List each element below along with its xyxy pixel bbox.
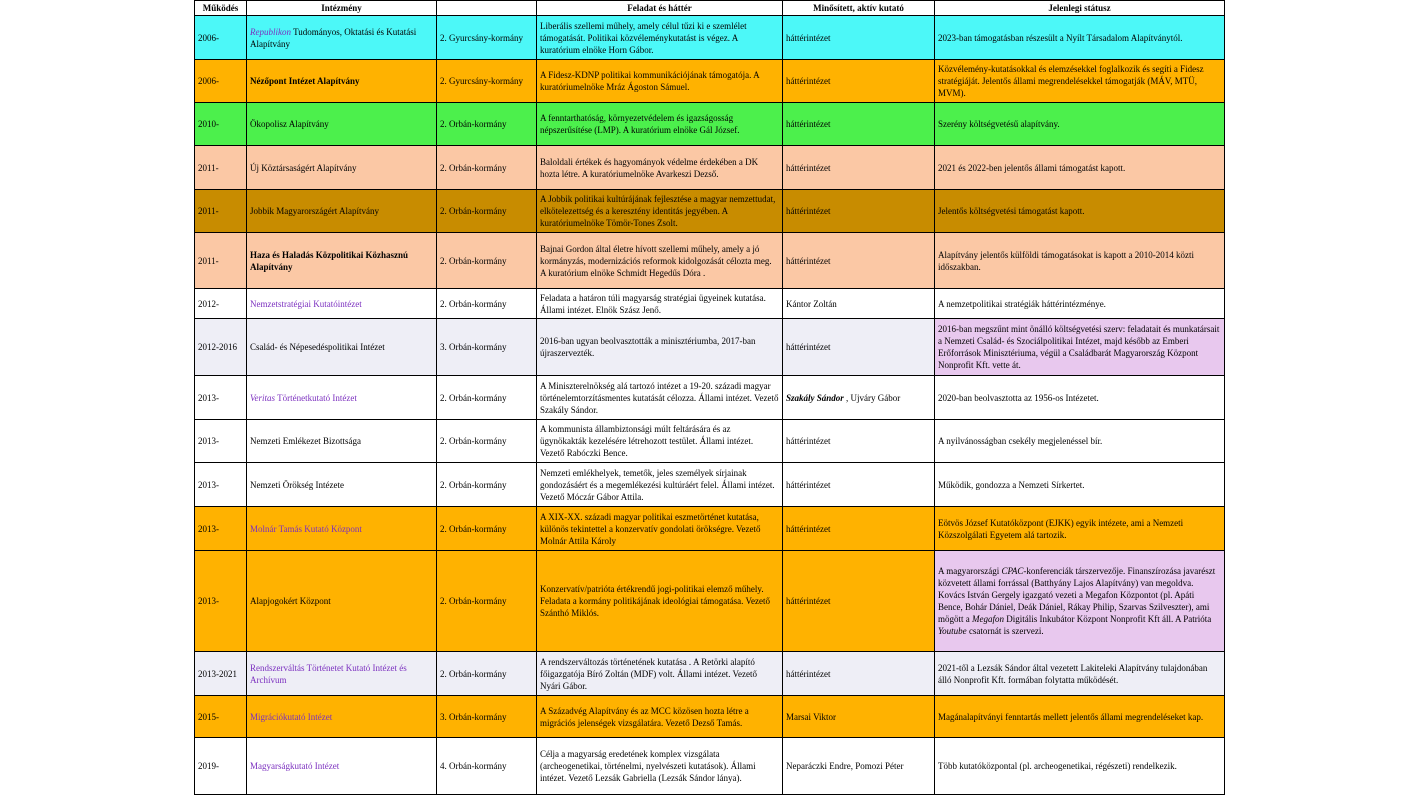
status-text: Közvélemény-kutatásokkal és elemzésekkel foglalkozik és segíti a Fidesz stratégiáját. Jelentős állami megrendelésekkel támogatják (MÁV, MTÜ, MVM). [938, 64, 1204, 98]
table-row [195, 60, 1225, 103]
government-cell: 2. Orbán-kormány [437, 103, 537, 146]
header-researcher: Minősített, aktív kutató [783, 1, 935, 16]
table-row [195, 696, 1225, 738]
header-task: Feladat és háttér [537, 1, 783, 16]
task-text: Bajnai Gordon által életre hívott szellemi műhely, amely a jó kormányzás, modernizációs reformok kidolgozását célozta meg. A kuratórium elnöke Schmidt Hegedűs Dóra . [540, 243, 772, 278]
year-cell: 2013- [195, 507, 247, 551]
task-cell [537, 652, 783, 696]
year-cell: 2010- [195, 103, 247, 146]
government-cell: 2. Orbán-kormány [437, 190, 537, 233]
researcher-cell [783, 376, 935, 420]
task-cell [537, 289, 783, 319]
header-institution: Intézmény [247, 1, 437, 16]
institution-cell: Jobbik Magyarországért Alapítvány [247, 190, 437, 233]
government-cell: 2. Gyurcsány-kormány [437, 60, 537, 103]
task-cell [537, 420, 783, 463]
task-cell [537, 738, 783, 795]
year-cell: 2019- [195, 738, 247, 795]
status-cell: A nemzetpolitikai stratégiák háttérintézménye. [935, 289, 1225, 319]
task-cell [537, 103, 783, 146]
status-cell: 2020-ban beolvasztotta az 1956-os Intézetet. [935, 376, 1225, 420]
task-text: A XIX-XX. századi magyar politikai eszmetörténet kutatása, különös tekintettel a konzervatív gondolati örökségre. Vezető Molnár Attila Károly [540, 511, 761, 546]
institution-name-italic: Republikon [250, 26, 291, 37]
task-text: Baloldali értékek és hagyományok védelme érdekében a DK hozta létre. A kuratóriumelnöke Avarkeszi Dezső. [540, 156, 759, 179]
task-text: 2016-ban ugyan beolvasztották a minisztériumba, 2017-ban újraszervezték. [540, 336, 756, 358]
task-text: A Miniszterelnökség alá tartozó intézet a 19-20. századi magyar történelemtorzításmentes kutatását célozza. Állami intézet. Vezető Szakály Sándor. [540, 380, 779, 415]
status-cell [935, 652, 1225, 696]
institution-cell: Haza és Haladás Közpolitikai Közhasznú Alapítvány [247, 233, 437, 289]
researcher-cell: háttérintézet [783, 420, 935, 463]
year-cell: 2013-2021 [195, 652, 247, 696]
government-cell: 2. Gyurcsány-kormány [437, 16, 537, 60]
institution-cell: Ökopolisz Alapítvány [247, 103, 437, 146]
researcher-cell: háttérintézet [783, 233, 935, 289]
task-text: Liberális szellemi műhely, amely célul tűzi ki e szemlélet támogatását. Politikai közvéleménykutatást is végez. A kuratórium elnöke Horn Gábor. [540, 20, 747, 55]
government-cell: 2. Orbán-kormány [437, 551, 537, 652]
year-cell: 2011- [195, 233, 247, 289]
government-cell: 2. Orbán-kormány [437, 289, 537, 319]
institution-cell: Magyarságkutató Intézet [247, 738, 437, 795]
header-year: Működés [195, 1, 247, 16]
task-text: Feladata a határon túli magyarság stratégiai ügyeinek kutatása. Állami intézet. Elnök Szász Jenő. [540, 292, 766, 315]
task-text: Nemzeti emlékhelyek, temetők, jeles személyek sírjainak gondozásáért és a megemlékezési kultúráért felel. Állami intézet. Vezető Móczár Gábor Attila. [540, 467, 775, 502]
institution-cell: Család- és Népesedéspolitikai Intézet [247, 319, 437, 376]
status-cell: Alapítvány jelentős külföldi támogatásokat is kapott a 2010-2014 közti időszakban. [935, 233, 1225, 289]
table-row [195, 376, 1225, 420]
status-cell: 2023-ban támogatásban részesült a Nyílt Társadalom Alapítványtól. [935, 16, 1225, 60]
government-cell: 4. Orbán-kormány [437, 738, 537, 795]
task-text: A rendszerváltozás történetének kutatása . A Retörki alapító főigazgatója Bíró Zoltán (MDF) volt. Állami intézet. Vezető Nyári Gábor. [540, 656, 758, 691]
table-row [195, 146, 1225, 190]
researcher-cell: Marsai Viktor [783, 696, 935, 738]
researcher-cell: háttérintézet [783, 60, 935, 103]
task-text: A Fidesz-KDNP politikai kommunikációjának támogatója. A kuratóriumelnöke Mráz Ágoston Sámuel. [540, 70, 760, 92]
government-cell: 2. Orbán-kormány [437, 233, 537, 289]
table-row [195, 507, 1225, 551]
status-cell [935, 738, 1225, 795]
year-cell: 2013- [195, 420, 247, 463]
table-row [195, 420, 1225, 463]
government-cell: 2. Orbán-kormány [437, 463, 537, 507]
government-cell: 2. Orbán-kormány [437, 507, 537, 551]
government-cell: 2. Orbán-kormány [437, 376, 537, 420]
government-cell: 2. Orbán-kormány [437, 652, 537, 696]
institution-name: Tudományos, Oktatási és Kutatási Alapítvány [250, 26, 417, 49]
year-cell: 2015- [195, 696, 247, 738]
status-cell [935, 60, 1225, 103]
status-cell: Eötvös József Kutatóközpont (EJKK) egyik intézete, ami a Nemzeti Közszolgálati Egyetem alá tartozik. [935, 507, 1225, 551]
institution-cell: Nemzeti Örökség Intézete [247, 463, 437, 507]
table-row [195, 319, 1225, 376]
table-row [195, 652, 1225, 696]
year-cell: 2011- [195, 146, 247, 190]
institutions-table [194, 0, 1225, 795]
year-cell: 2013- [195, 551, 247, 652]
status-cell: Szerény költségvetésű alapítvány. [935, 103, 1225, 146]
status-text: A magyarországi CPAC-konferenciák társzervezője. Finanszírozása javarészt közvetett állami forrással (Batthyány Lajos Alapítvány) van megoldva. Kovács István Gergely igazgató vezeti a Megafon Központot (pl. Apáti Bence, Bohár Dániel, Deák Dániel, Rákay Philip, Szarvas Szilveszter), ami mögött a Megafon Digitális Inkubátor Központ Nonprofit Kft áll. A Patrióta Youtube csatornát is szervezi. [938, 566, 1216, 636]
researcher-cell: Kántor Zoltán [783, 289, 935, 319]
header-government [437, 1, 537, 16]
table-row [195, 16, 1225, 60]
task-text: Célja a magyarság eredetének komplex vizsgálata (archeogenetikai, történelmi, nyelvészeti kutatások). Állami intézet. Vezető Lezsák Gabriella (Lezsák Sándor lánya). [540, 749, 756, 783]
task-text: Konzervatív/patrióta értékrendű jogi-politikai elemző műhely. Feladata a kormány politikájának ideológiai támogatása. Vezető Szánthó Miklós. [540, 584, 771, 618]
institution-name: Történetkutató Intézet [275, 392, 357, 403]
status-text: Több kutatóközpontal (pl. archeogenetikai, régészeti) rendelkezik. [938, 761, 1177, 771]
researcher-cell: háttérintézet [783, 16, 935, 60]
status-cell: A nyilvánosságban csekély megjelenéssel bír. [935, 420, 1225, 463]
researcher-cell: háttérintézet [783, 551, 935, 652]
researcher-cell: háttérintézet [783, 463, 935, 507]
task-text: A fenntarthatóság, környezetvédelem és igazságosság népszerűsítése (LMP). A kuratórium elnöke Gál József. [540, 113, 740, 135]
researcher-cell: háttérintézet [783, 507, 935, 551]
institution-cell: Új Köztársaságért Alapítvány [247, 146, 437, 190]
task-cell [537, 190, 783, 233]
institution-cell: Rendszerváltás Történetet Kutató Intézet és Archívum [247, 652, 437, 696]
researcher-cell: háttérintézet [783, 319, 935, 376]
task-text: A Jobbik politikai kultúrájának fejlesztése a magyar nemzettudat, elkötelezettség és a keresztény identitás jegyében. A kuratóriumelnöke Tömör-Tones Zsolt. [540, 194, 776, 228]
table-row [195, 190, 1225, 233]
task-cell [537, 696, 783, 738]
government-cell: 2. Orbán-kormány [437, 146, 537, 190]
researcher-cell: háttérintézet [783, 190, 935, 233]
status-cell [935, 551, 1225, 652]
year-cell: 2006- [195, 60, 247, 103]
task-cell [537, 16, 783, 60]
status-cell: 2021 és 2022-ben jelentős állami támogatást kapott. [935, 146, 1225, 190]
year-cell: 2012-2016 [195, 319, 247, 376]
institution-cell: Nemzeti Emlékezet Bizottsága [247, 420, 437, 463]
header-status: Jelenlegi státusz [935, 1, 1225, 16]
researcher-cell: háttérintézet [783, 103, 935, 146]
researcher-name-bold: Szakály Sándor [786, 392, 844, 403]
institution-name-italic: Veritas [250, 392, 276, 403]
header-row [195, 1, 1225, 16]
institution-cell: Molnár Tamás Kutató Központ [247, 507, 437, 551]
table-row [195, 551, 1225, 652]
task-cell [537, 551, 783, 652]
status-cell [935, 319, 1225, 376]
government-cell: 3. Orbán-kormány [437, 319, 537, 376]
status-text: 2016-ban megszűnt mint önálló költségvetési szerv: feladatait és munkatársait a Nemzeti Család- és Szociálpolitikai Intézet, majd később az Emberi Erőforrások Minisztériuma, végül a Családbarát Magyarország Központ Nonprofit Kft. vette át. [938, 324, 1220, 370]
task-cell [537, 146, 783, 190]
researcher-cell: háttérintézet [783, 652, 935, 696]
status-cell: Jelentős költségvetési támogatást kapott. [935, 190, 1225, 233]
institution-cell: Nemzetstratégiai Kutatóintézet [247, 289, 437, 319]
institution-cell [247, 376, 437, 420]
table-row [195, 463, 1225, 507]
status-text: Magánalapítványi fenntartás mellett jelentős állami megrendeléseket kap. [938, 711, 1204, 722]
table-row [195, 233, 1225, 289]
task-cell [537, 376, 783, 420]
table-row [195, 289, 1225, 319]
task-cell [537, 60, 783, 103]
task-cell [537, 233, 783, 289]
year-cell: 2011- [195, 190, 247, 233]
task-text: A Századvég Alapítvány és az MCC közösen hozta létre a migrációs jelenségek vizsgálatára. Vezető Dezső Tamás. [540, 705, 749, 728]
year-cell: 2012- [195, 289, 247, 319]
status-text: 2021-től a Lezsák Sándor által vezetett Lakiteleki Alapítvány tulajdonában álló Nonprofit Kft. formában folytatta működését. [938, 662, 1208, 685]
institution-cell: Nézőpont Intézet Alapítvány [247, 60, 437, 103]
year-cell: 2006- [195, 16, 247, 60]
status-cell: Működik, gondozza a Nemzeti Sírkertet. [935, 463, 1225, 507]
researcher-cell: Neparáczki Endre, Pomozi Péter [783, 738, 935, 795]
task-cell [537, 319, 783, 376]
task-cell [537, 463, 783, 507]
status-cell [935, 696, 1225, 738]
institution-cell [247, 16, 437, 60]
government-cell: 2. Orbán-kormány [437, 420, 537, 463]
researcher-cell: háttérintézet [783, 146, 935, 190]
task-cell [537, 507, 783, 551]
institution-cell: Alapjogokért Központ [247, 551, 437, 652]
year-cell: 2013- [195, 376, 247, 420]
government-cell: 3. Orbán-kormány [437, 696, 537, 738]
table-row [195, 738, 1225, 795]
year-cell: 2013- [195, 463, 247, 507]
table-row [195, 103, 1225, 146]
researcher-name: , Ujváry Gábor [843, 392, 901, 403]
task-text: A kommunista állambiztonsági múlt feltárására és az ügynökakták kezelésére létrehozott testület. Állami intézet. Vezető Rabóczki Bence. [540, 424, 754, 458]
institution-cell: Migrációkutató Intézet [247, 696, 437, 738]
